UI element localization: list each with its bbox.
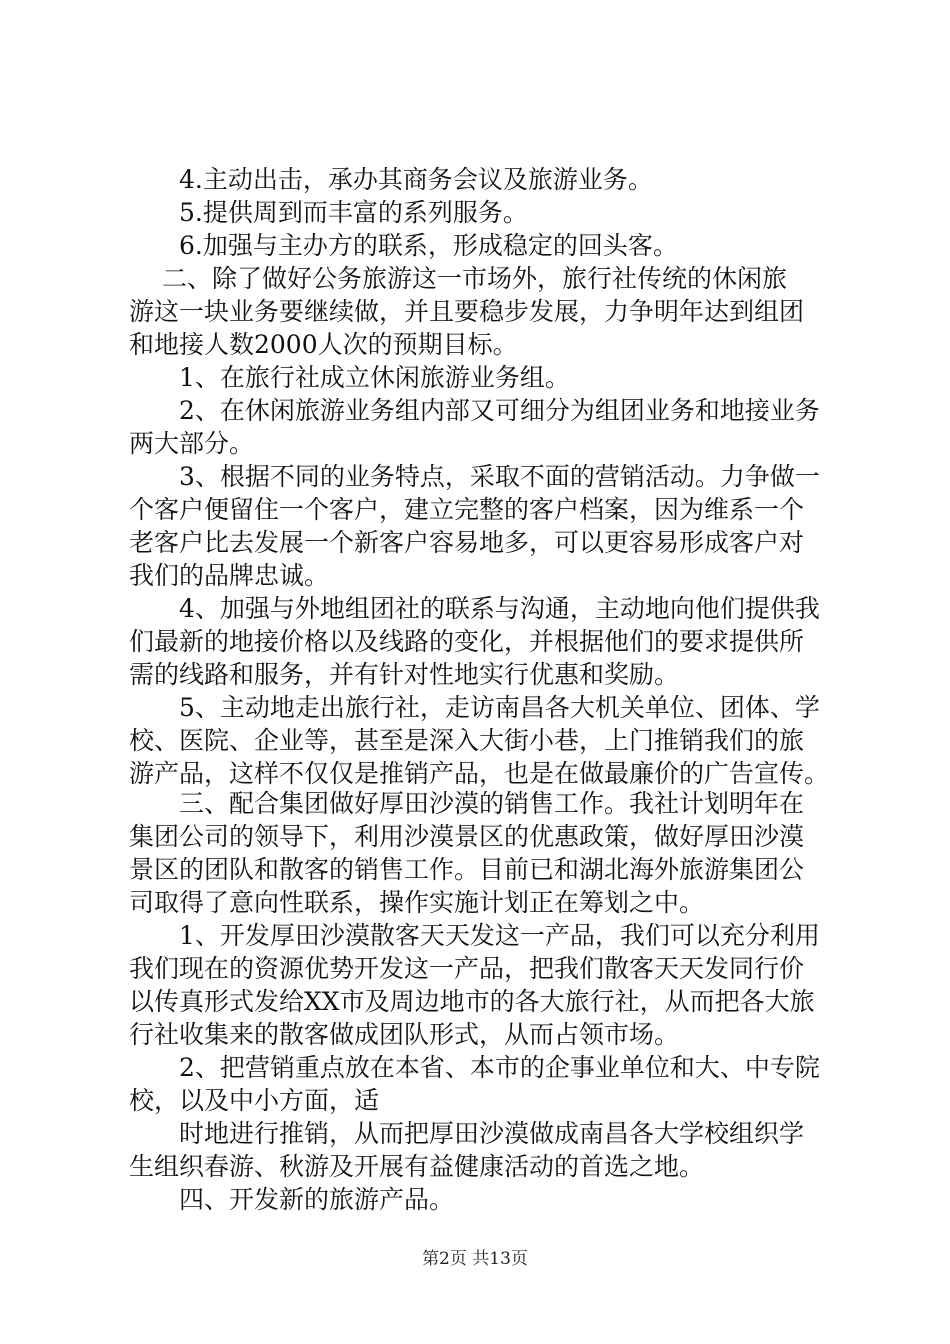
text-line: 个客户便留住一个客户，建立完整的客户档案，因为维系一个 bbox=[129, 495, 805, 524]
text-line: 4、加强与外地组团社的联系与沟通，主动地向他们提供我 bbox=[129, 594, 820, 623]
text-line: 1、在旅行社成立休闲旅游业务组。 bbox=[129, 363, 570, 392]
paragraph bbox=[129, 196, 829, 229]
text-line: 景区的团队和散客的销售工作。目前已和湖北海外旅游集团公 bbox=[129, 855, 805, 884]
paragraph bbox=[129, 787, 829, 919]
text-line: 我们的品牌忠诚。 bbox=[129, 561, 330, 590]
text-line: 5.提供周到而丰富的系列服务。 bbox=[129, 198, 528, 227]
text-line: 生组织春游、秋游及开展有益健康活动的首选之地。 bbox=[129, 1152, 705, 1181]
paragraph bbox=[129, 229, 829, 262]
text-line: 校，以及中小方面，适 bbox=[129, 1086, 380, 1115]
text-line: 校、医院、企业等，甚至是深入大街小巷，上门推销我们的旅 bbox=[129, 726, 805, 755]
text-line: 四、开发新的旅游产品。 bbox=[129, 1185, 455, 1214]
text-line: 行社收集来的散客做成团队形式，从而占领市场。 bbox=[129, 1020, 680, 1049]
page-footer: 第2页 共13页 bbox=[422, 1249, 528, 1269]
text-line: 2、把营销重点放在本省、本市的企事业单位和大、中专院 bbox=[129, 1053, 820, 1082]
paragraph bbox=[129, 361, 829, 394]
text-line: 需的线路和服务，并有针对性地实行优惠和奖励。 bbox=[129, 660, 680, 689]
text-line: 1、开发厚田沙漠散客天天发这一产品，我们可以充分利用 bbox=[129, 921, 820, 950]
text-line: 二、除了做好公务旅游这一市场外，旅行社传统的休闲旅 bbox=[129, 264, 787, 293]
text-line: 我们现在的资源优势开发这一产品，把我们散客天天发同行价 bbox=[129, 954, 805, 983]
text-line: 4.主动出击，承办其商务会议及旅游业务。 bbox=[129, 165, 653, 194]
text-line: 两大部分。 bbox=[129, 429, 255, 458]
text-line: 时地进行推销，从而把厚田沙漠做成南昌各大学校组织学 bbox=[129, 1119, 805, 1148]
text-line: 和地接人数2000人次的预期目标。 bbox=[129, 330, 518, 359]
paragraph bbox=[129, 1183, 829, 1216]
text-line: 游这一块业务要继续做，并且要稳步发展，力争明年达到组团 bbox=[129, 297, 805, 326]
text-line: 6.加强与主办方的联系，形成稳定的回头客。 bbox=[129, 231, 678, 260]
paragraph bbox=[129, 1117, 829, 1183]
paragraph bbox=[129, 1051, 829, 1117]
paragraph bbox=[129, 460, 829, 592]
paragraph bbox=[129, 163, 829, 196]
paragraph bbox=[129, 394, 829, 460]
paragraph bbox=[129, 262, 829, 361]
text-line: 集团公司的领导下，利用沙漠景区的优惠政策，做好厚田沙漠 bbox=[129, 822, 805, 851]
paragraph bbox=[129, 691, 829, 790]
paragraph bbox=[129, 919, 829, 1051]
text-line: 5、主动地走出旅行社，走访南昌各大机关单位、团体、学 bbox=[129, 693, 820, 722]
text-line: 3、根据不同的业务特点，采取不面的营销活动。力争做一 bbox=[129, 462, 820, 491]
text-line: 三、配合集团做好厚田沙漠的销售工作。我社计划明年在 bbox=[129, 789, 805, 818]
text-line: 们最新的地接价格以及线路的变化，并根据他们的要求提供所 bbox=[129, 627, 805, 656]
text-line: 游产品，这样不仅仅是推销产品，也是在做最廉价的广告宣传。 bbox=[129, 759, 830, 788]
text-line: 老客户比去发展一个新客户容易地多，可以更容易形成客户对 bbox=[129, 528, 805, 557]
text-line: 司取得了意向性联系，操作实施计划正在筹划之中。 bbox=[129, 888, 705, 917]
paragraph bbox=[129, 592, 829, 691]
text-line: 2、在休闲旅游业务组内部又可细分为组团业务和地接业务 bbox=[129, 396, 820, 425]
text-line: 以传真形式发给XX市及周边地市的各大旅行社，从而把各大旅 bbox=[129, 987, 815, 1016]
